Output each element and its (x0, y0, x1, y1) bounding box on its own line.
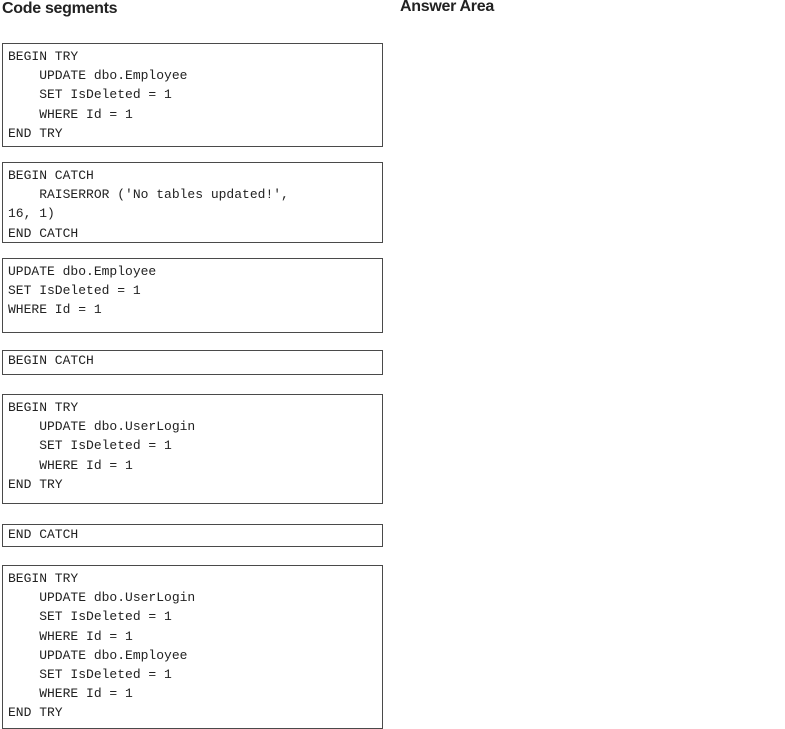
code-line: WHERE Id = 1 (8, 457, 133, 473)
code-segment-7[interactable] (2, 565, 383, 729)
code-line: WHERE Id = 1 (8, 106, 133, 122)
code-line: UPDATE dbo.UserLogin (8, 590, 196, 606)
code-line: SET IsDeleted = 1 (8, 283, 141, 299)
code-line: RAISERROR ('No tables updated!', (8, 187, 289, 203)
code-line: WHERE Id = 1 (8, 302, 102, 318)
code-line: END TRY (8, 705, 63, 721)
code-line: UPDATE dbo.UserLogin (8, 419, 196, 435)
code-line: BEGIN TRY (8, 400, 79, 415)
code-line: END TRY (8, 476, 63, 492)
code-line: SET IsDeleted = 1 (8, 87, 172, 103)
code-line: BEGIN TRY (8, 49, 79, 64)
code-line: END CATCH (8, 225, 79, 241)
code-line: UPDATE dbo.Employee (8, 68, 188, 84)
code-segment-5[interactable] (2, 394, 383, 504)
code-line: END TRY (8, 125, 63, 141)
code-segment-3[interactable] (2, 258, 383, 333)
code-segment-6[interactable] (2, 524, 383, 547)
code-segment-4[interactable] (2, 350, 383, 375)
code-line: SET IsDeleted = 1 (8, 667, 172, 683)
code-line: WHERE Id = 1 (8, 686, 133, 702)
code-line: WHERE Id = 1 (8, 628, 133, 644)
code-segments-heading: Code segments (2, 0, 118, 17)
code-line: SET IsDeleted = 1 (8, 438, 172, 454)
code-line: END CATCH (8, 527, 79, 542)
code-line: BEGIN CATCH (8, 353, 94, 368)
code-line: SET IsDeleted = 1 (8, 609, 172, 625)
code-line: BEGIN CATCH (8, 168, 94, 183)
answer-area-heading: Answer Area (400, 0, 494, 15)
code-segment-2[interactable] (2, 162, 383, 243)
code-line: UPDATE dbo.Employee (8, 264, 157, 279)
code-segment-1[interactable] (2, 43, 383, 147)
code-line: UPDATE dbo.Employee (8, 647, 188, 663)
code-line: 16, 1) (8, 206, 55, 222)
code-line: BEGIN TRY (8, 571, 79, 586)
